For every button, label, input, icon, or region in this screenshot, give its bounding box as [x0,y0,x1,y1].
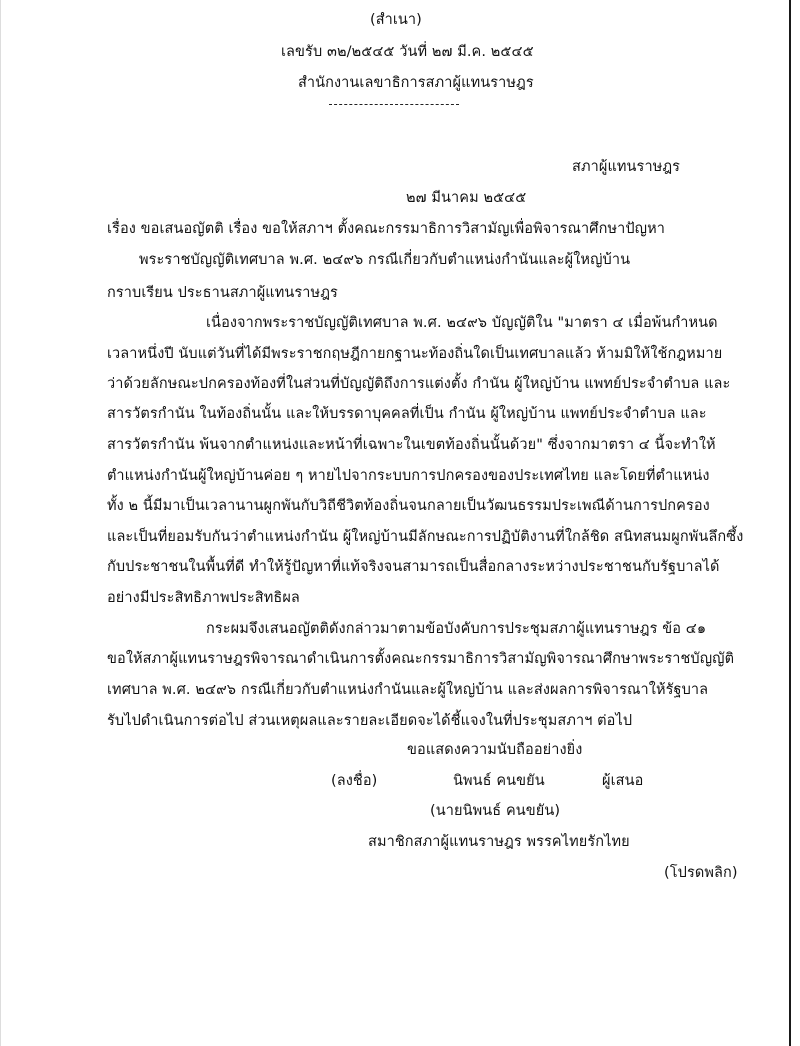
subject-line-1: เรื่อง ขอเสนอญัตติ เรื่อง ขอให้สภาฯ ตั้งคณะกรรมาธิการวิสามัญเพื่อพิจารณาศึกษาปัญหา [107,221,666,237]
signature-name: นิพนธ์ คนขยัน [453,773,545,789]
office-name: สำนักงานเลขาธิการสภาผู้แทนราษฎร [298,75,534,91]
sender-name: สภาผู้แทนราษฎร [572,159,681,175]
body-line: ขอให้สภาผู้แทนราษฎรพิจารณาดำเนินการตั้งคณะกรรมาธิการวิสามัญพิจารณาศึกษาพระราชบัญญัติ [107,651,735,667]
body-line: กับประชาชนในพื้นที่ดี ทำให้รู้ปัญหาที่แท้จริงจนสามารถเป็นสื่อกลางระหว่างประชาชนกับรัฐบาลได้ [107,559,720,575]
scan-left-edge [0,0,1,1046]
header-divider [329,104,459,105]
body-line: ตำแหน่งกำนันผู้ใหญ่บ้านค่อย ๆ หายไปจากระบบการปกครองของประเทศไทย และโดยที่ตำแหน่ง [107,468,710,484]
printed-name: (นายนิพนธ์ คนขยัน) [430,803,561,819]
signed-label: (ลงชื่อ) [331,773,378,789]
member-position: สมาชิกสภาผู้แทนราษฎร พรรคไทยรักไทย [368,834,630,850]
proposer-label: ผู้เสนอ [602,773,644,789]
subject-line-2: พระราชบัญญัติเทศบาล พ.ศ. ๒๔๙๖ กรณีเกี่ยวกับตำแหน่งกำนันและผู้ใหญ่บ้าน [139,252,631,268]
body-line: อย่างมีประสิทธิภาพประสิทธิผล [107,590,300,606]
turn-over-note: (โปรดพลิก) [664,865,738,881]
body-line: รับไปดำเนินการต่อไป ส่วนเหตุผลและรายละเอียดจะได้ชี้แจงในที่ประชุมสภาฯ ต่อไป [107,713,633,729]
body-line: และเป็นที่ยอมรับกันว่าตำแหน่งกำนัน ผู้ใหญ่บ้านมีลักษณะการปฏิบัติงานที่ใกล้ชิด สนิทสนมผูกพันลึกซึ้ง [107,529,744,545]
body-line: ว่าด้วยลักษณะปกครองท้องที่ในส่วนที่บัญญัติถึงการแต่งตั้ง กำนัน ผู้ใหญ่บ้าน แพทย์ประจำตำบล และ [107,376,731,392]
scan-right-edge [789,0,791,1046]
body-line: เนื่องจากพระราชบัญญัติเทศบาล พ.ศ. ๒๔๙๖ บัญญัติใน "มาตรา ๔ เมื่อพ้นกำหนด [206,315,718,331]
closing-regards: ขอแสดงความนับถืออย่างยิ่ง [407,742,583,758]
body-line: สารวัตรกำนัน ในท้องถิ่นนั้น และให้บรรดาบุคคลที่เป็น กำนัน ผู้ใหญ่บ้าน แพทย์ประจำตำบล และ [107,406,707,422]
body-line: ทั้ง ๒ นี้มีมาเป็นเวลานานผูกพันกับวิถีชีวิตท้องถิ่นจนกลายเป็นวัฒนธรรมประเพณีด้านการปกครอง [107,498,710,514]
receipt-number-line: เลขรับ ๓๒/๒๕๔๕ วันที่ ๒๗ มี.ค. ๒๕๔๕ [281,44,534,60]
body-line: กระผมจึงเสนอญัตติดังกล่าวมาตามข้อบังคับการประชุมสภาผู้แทนราษฎร ข้อ ๔๑ [206,621,707,637]
salutation: กราบเรียน ประธานสภาผู้แทนราษฎร [107,285,338,301]
letter-date: ๒๗ มีนาคม ๒๕๔๕ [406,190,527,206]
body-line: เทศบาล พ.ศ. ๒๔๙๖ กรณีเกี่ยวกับตำแหน่งกำนันและผู้ใหญ่บ้าน และส่งผลการพิจารณาให้รัฐบาล [107,682,709,698]
body-line: สารวัตรกำนัน พ้นจากตำแหน่งและหน้าที่เฉพาะในเขตท้องถิ่นนั้นด้วย" ซึ่งจากมาตรา ๔ นี้จะทำให้ [107,437,716,453]
body-line: เวลาหนึ่งปี นับแต่วันที่ได้มีพระราชกฤษฎีกายกฐานะท้องถิ่นใดเป็นเทศบาลแล้ว ห้ามมิให้ใช้กฎหมาย [107,346,723,362]
copy-mark: (สำเนา) [370,12,422,28]
